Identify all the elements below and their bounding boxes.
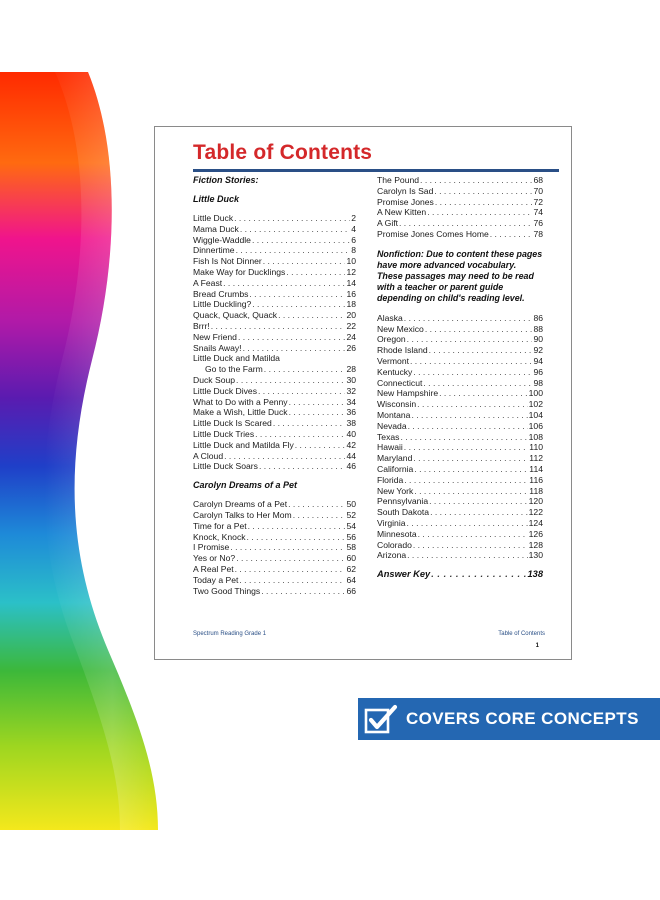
toc-entry bbox=[193, 235, 356, 246]
little-duck-list bbox=[193, 213, 356, 353]
dot-leader bbox=[429, 496, 528, 507]
dot-leader bbox=[400, 432, 527, 443]
dot-leader bbox=[238, 332, 345, 343]
dot-leader bbox=[413, 367, 532, 378]
toc-entry bbox=[193, 299, 356, 310]
entry-page: 14 bbox=[346, 277, 356, 288]
dot-leader bbox=[247, 532, 346, 543]
toc-entry bbox=[193, 224, 356, 235]
dot-leader bbox=[404, 475, 528, 486]
toc-entry bbox=[377, 218, 543, 229]
carolyn-list bbox=[193, 499, 356, 596]
entry-title: Little Duck bbox=[193, 213, 234, 223]
dot-leader bbox=[414, 464, 528, 475]
toc-entry bbox=[377, 175, 543, 186]
entry-page: 10 bbox=[346, 256, 356, 267]
dot-leader bbox=[295, 440, 346, 451]
entry-title: Mama Duck bbox=[193, 223, 239, 234]
toc-entry bbox=[193, 310, 356, 321]
toc-entry bbox=[193, 332, 356, 343]
dot-leader bbox=[286, 267, 345, 278]
entry-title: Florida bbox=[377, 474, 404, 485]
entry-title: I Promise bbox=[193, 542, 230, 553]
dot-leader bbox=[252, 299, 345, 310]
entry-page: 122 bbox=[528, 507, 543, 518]
dot-leader bbox=[235, 564, 346, 575]
entry-page: 20 bbox=[346, 310, 356, 321]
entry-page: 126 bbox=[528, 528, 543, 539]
entry-page: 92 bbox=[533, 345, 543, 356]
dot-leader bbox=[431, 569, 526, 580]
toc-entry bbox=[377, 399, 543, 410]
toc-entry bbox=[377, 197, 543, 208]
toc-entry bbox=[193, 440, 356, 451]
entry-title: A Real Pet bbox=[193, 563, 234, 574]
toc-entry bbox=[193, 575, 356, 586]
carolyn-heading: Carolyn Dreams of a Pet bbox=[193, 480, 298, 491]
entry-page: 4 bbox=[351, 223, 356, 234]
entry-title: A Feast bbox=[193, 277, 223, 288]
entry-title: Make Way for Ducklings bbox=[193, 266, 286, 277]
entry-page: 116 bbox=[529, 474, 543, 485]
entry-title: Little Duck and Matilda bbox=[193, 353, 280, 364]
toc-entry bbox=[377, 367, 543, 378]
toc-entry bbox=[193, 375, 356, 386]
entry-title: Two Good Things bbox=[193, 585, 261, 596]
dot-leader bbox=[223, 278, 345, 289]
dot-leader bbox=[236, 553, 345, 564]
toc-entry bbox=[377, 378, 543, 389]
entry-title: Time for a Pet bbox=[193, 520, 247, 531]
entry-page: 104 bbox=[528, 409, 543, 420]
entry-title: Carolyn Talks to Her Mom bbox=[193, 509, 292, 520]
toc-entry bbox=[377, 186, 543, 197]
dot-leader bbox=[413, 540, 528, 551]
page-title: Table of Contents bbox=[193, 141, 373, 164]
entry-title: Pennsylvania bbox=[377, 496, 429, 507]
toc-entry bbox=[377, 507, 543, 518]
toc-entry bbox=[377, 442, 543, 453]
dot-leader bbox=[427, 207, 532, 218]
title-divider bbox=[193, 169, 559, 172]
entry-title: Rhode Island bbox=[377, 345, 428, 356]
carolyn-list-continued bbox=[377, 175, 543, 240]
entry-page: 138 bbox=[527, 569, 543, 580]
rainbow-wave-decoration bbox=[0, 0, 180, 900]
entry-page: 88 bbox=[533, 323, 543, 334]
dot-leader bbox=[411, 410, 527, 421]
entry-page: 56 bbox=[346, 531, 356, 542]
dot-leader bbox=[248, 521, 346, 532]
entry-page: 108 bbox=[528, 431, 543, 442]
toc-entry bbox=[193, 245, 356, 256]
toc-entry bbox=[193, 564, 356, 575]
entry-title: A Cloud bbox=[193, 450, 224, 461]
entry-page: 62 bbox=[346, 563, 356, 574]
entry-page: 72 bbox=[533, 196, 543, 207]
entry-title: Go to the Farm bbox=[205, 364, 263, 375]
dot-leader bbox=[249, 289, 345, 300]
entry-title: Carolyn Is Sad bbox=[377, 185, 434, 196]
toc-entry bbox=[377, 529, 543, 540]
toc-entry bbox=[193, 289, 356, 300]
toc-entry bbox=[193, 353, 356, 375]
entry-page: 6 bbox=[351, 234, 356, 245]
entry-page: 66 bbox=[346, 585, 356, 596]
entry-page: 102 bbox=[528, 399, 543, 410]
entry-title: Wiggle-Waddle bbox=[193, 234, 251, 245]
entry-title: Snails Away! bbox=[193, 342, 242, 353]
entry-title: Virginia bbox=[377, 517, 406, 528]
toc-entry bbox=[377, 518, 543, 529]
dot-leader bbox=[439, 388, 528, 399]
entry-page: 114 bbox=[529, 463, 543, 474]
dot-leader bbox=[289, 397, 346, 408]
toc-entry bbox=[377, 207, 543, 218]
dot-leader bbox=[418, 529, 528, 540]
toc-entry bbox=[193, 397, 356, 408]
entry-page: 98 bbox=[533, 377, 543, 388]
entry-title: California bbox=[377, 463, 414, 474]
dot-leader bbox=[404, 442, 529, 453]
toc-entry bbox=[377, 313, 543, 324]
entry-page: 12 bbox=[346, 266, 356, 277]
entry-title: Little Duckling? bbox=[193, 299, 252, 310]
toc-entry bbox=[193, 256, 356, 267]
entry-title: Connecticut bbox=[377, 377, 423, 388]
toc-entry bbox=[193, 418, 356, 429]
toc-entry bbox=[377, 334, 543, 345]
dot-leader bbox=[293, 510, 346, 521]
entry-title: Oregon bbox=[377, 334, 406, 345]
toc-entry bbox=[193, 267, 356, 278]
entry-page: 22 bbox=[346, 320, 356, 331]
dot-leader bbox=[410, 356, 532, 367]
toc-entry bbox=[377, 421, 543, 432]
toc-entry bbox=[377, 453, 543, 464]
entry-page: 128 bbox=[528, 539, 543, 550]
entry-page: 74 bbox=[533, 207, 543, 218]
entry-title: New Friend bbox=[193, 331, 237, 342]
dot-leader bbox=[224, 451, 345, 462]
entry-page: 30 bbox=[346, 374, 356, 385]
toc-entry bbox=[193, 553, 356, 564]
dot-leader bbox=[273, 418, 346, 429]
page-number: 1 bbox=[535, 643, 539, 649]
entry-title: Kentucky bbox=[377, 366, 413, 377]
dot-leader bbox=[423, 378, 532, 389]
entry-title: Nevada bbox=[377, 420, 407, 431]
covers-core-concepts-banner bbox=[358, 698, 660, 740]
entry-page: 44 bbox=[346, 450, 356, 461]
entry-page: 120 bbox=[528, 496, 543, 507]
entry-page: 52 bbox=[346, 509, 356, 520]
dot-leader bbox=[289, 407, 346, 418]
entry-title: Minnesota bbox=[377, 528, 417, 539]
toc-entry bbox=[193, 386, 356, 397]
dot-leader bbox=[278, 310, 345, 321]
entry-title: Little Duck and Matilda Fly bbox=[193, 439, 294, 450]
dot-leader bbox=[230, 542, 345, 553]
entry-page: 50 bbox=[346, 499, 356, 510]
toc-entry bbox=[377, 345, 543, 356]
entry-title: Little Duck Is Scared bbox=[193, 418, 272, 429]
footer-right: Table of Contents bbox=[498, 631, 545, 637]
dot-leader bbox=[407, 518, 528, 529]
entry-page: 28 bbox=[346, 364, 356, 375]
entry-page: 16 bbox=[346, 288, 356, 299]
little-duck-heading: Little Duck bbox=[193, 194, 240, 204]
entry-title: New York bbox=[377, 485, 414, 496]
dot-leader bbox=[259, 461, 345, 472]
dot-leader bbox=[255, 429, 345, 440]
right-column bbox=[377, 175, 543, 580]
entry-title: Bread Crumbs bbox=[193, 288, 249, 299]
toc-entry bbox=[193, 521, 356, 532]
entry-page: 26 bbox=[346, 342, 356, 353]
entry-title: A New Kitten bbox=[377, 207, 427, 218]
entry-title: Brrr! bbox=[193, 320, 210, 331]
footer-left: Spectrum Reading Grade 1 bbox=[193, 631, 267, 637]
dot-leader bbox=[288, 499, 345, 510]
entry-title: Dinnertime bbox=[193, 245, 235, 256]
entry-title: Vermont bbox=[377, 355, 410, 366]
answer-key-entry bbox=[377, 569, 543, 580]
dot-leader bbox=[258, 386, 345, 397]
entry-page: 130 bbox=[528, 550, 543, 561]
dot-leader bbox=[236, 245, 351, 256]
entry-page: 68 bbox=[533, 175, 543, 185]
toc-entry bbox=[377, 540, 543, 551]
entry-title: Promise Jones bbox=[377, 196, 434, 207]
dot-leader bbox=[407, 550, 528, 561]
entry-page: 2 bbox=[351, 213, 356, 223]
toc-entry bbox=[377, 486, 543, 497]
dot-leader bbox=[434, 186, 532, 197]
toc-entry bbox=[377, 475, 543, 486]
entry-page: 94 bbox=[533, 355, 543, 366]
entry-page: 64 bbox=[346, 574, 356, 585]
entry-page: 70 bbox=[533, 185, 543, 196]
entry-page: 106 bbox=[528, 420, 543, 431]
entry-title: Carolyn Dreams of a Pet bbox=[193, 499, 288, 510]
toc-entry bbox=[377, 464, 543, 475]
entry-title: Texas bbox=[377, 431, 400, 442]
entry-title: Alaska bbox=[377, 312, 403, 323]
toc-entry bbox=[377, 496, 543, 507]
toc-entry bbox=[377, 550, 543, 561]
entry-page: 24 bbox=[346, 331, 356, 342]
entry-title: A Gift bbox=[377, 218, 399, 229]
toc-entry bbox=[193, 343, 356, 354]
entry-page: 100 bbox=[528, 388, 543, 399]
entry-page: 86 bbox=[533, 312, 543, 323]
banner-text: COVERS CORE CONCEPTS bbox=[406, 709, 639, 728]
toc-entry bbox=[193, 429, 356, 440]
table-of-contents-page bbox=[154, 126, 572, 660]
toc-entry bbox=[193, 213, 356, 224]
toc-entry bbox=[377, 324, 543, 335]
entry-page: 54 bbox=[346, 520, 356, 531]
toc-entry bbox=[377, 410, 543, 421]
toc-entry bbox=[377, 356, 543, 367]
toc-entry bbox=[193, 451, 356, 462]
entry-page: 118 bbox=[529, 485, 543, 496]
dot-leader bbox=[430, 507, 528, 518]
entry-page: 124 bbox=[528, 517, 543, 528]
entry-title: The Pound bbox=[377, 175, 420, 185]
entry-page: 34 bbox=[346, 396, 356, 407]
toc-entry bbox=[193, 407, 356, 418]
entry-page: 18 bbox=[346, 299, 356, 310]
dot-leader bbox=[261, 586, 345, 597]
toc-entry bbox=[377, 432, 543, 443]
nonfiction-note: Nonfiction: Due to content these pages have more advanced vocabulary. These passages may need to be read with a teacher or parent guide depending on child's reading level. bbox=[377, 248, 543, 303]
dot-leader bbox=[429, 345, 533, 356]
entry-title: New Mexico bbox=[377, 323, 424, 334]
dot-leader bbox=[414, 486, 528, 497]
toc-entry bbox=[193, 321, 356, 332]
entry-page: 40 bbox=[346, 428, 356, 439]
entry-page: 36 bbox=[346, 407, 356, 418]
dot-leader bbox=[252, 235, 350, 246]
dot-leader bbox=[264, 364, 346, 375]
toc-entry bbox=[193, 532, 356, 543]
entry-page: 78 bbox=[533, 228, 543, 239]
entry-page: 110 bbox=[529, 442, 543, 453]
entry-page: 90 bbox=[533, 334, 543, 345]
entry-title: Arizona bbox=[377, 550, 407, 561]
dot-leader bbox=[420, 175, 532, 186]
entry-title: Little Duck Soars bbox=[193, 461, 258, 472]
dot-leader bbox=[239, 575, 345, 586]
checkbox-check-icon bbox=[364, 704, 398, 734]
states-list bbox=[377, 313, 543, 561]
entry-title: Yes or No? bbox=[193, 553, 236, 564]
dot-leader bbox=[435, 197, 533, 208]
left-column bbox=[193, 175, 356, 596]
dot-leader bbox=[236, 375, 345, 386]
entry-title: Hawaii bbox=[377, 442, 403, 453]
dot-leader bbox=[243, 343, 346, 354]
entry-page: 96 bbox=[533, 366, 543, 377]
entry-title: Little Duck Tries bbox=[193, 428, 255, 439]
dot-leader bbox=[234, 213, 350, 224]
entry-title: Promise Jones Comes Home bbox=[377, 228, 489, 239]
dot-leader bbox=[240, 224, 350, 235]
entry-title: Fish Is Not Dinner bbox=[193, 256, 262, 267]
toc-entry bbox=[193, 510, 356, 521]
dot-leader bbox=[263, 256, 346, 267]
entry-page: 60 bbox=[346, 553, 356, 564]
dot-leader bbox=[399, 218, 532, 229]
entry-title: Maryland bbox=[377, 453, 413, 464]
entry-page: 38 bbox=[346, 418, 356, 429]
fiction-heading: Fiction Stories: bbox=[193, 175, 259, 185]
dot-leader bbox=[490, 229, 533, 240]
entry-title: Montana bbox=[377, 409, 411, 420]
toc-entry bbox=[193, 586, 356, 597]
toc-entry bbox=[193, 542, 356, 553]
entry-title: New Hampshire bbox=[377, 388, 439, 399]
entry-title: Knock, Knock bbox=[193, 531, 246, 542]
toc-entry bbox=[193, 278, 356, 289]
entry-title: Duck Soup bbox=[193, 374, 236, 385]
dot-leader bbox=[407, 334, 533, 345]
entry-page: 112 bbox=[529, 453, 543, 464]
entry-title: Today a Pet bbox=[193, 574, 239, 585]
toc-entry bbox=[377, 388, 543, 399]
entry-title: South Dakota bbox=[377, 507, 430, 518]
entry-title: Make a Wish, Little Duck bbox=[193, 407, 288, 418]
entry-title: Colorado bbox=[377, 539, 412, 550]
entry-page: 42 bbox=[346, 439, 356, 450]
toc-entry bbox=[193, 461, 356, 472]
dot-leader bbox=[211, 321, 346, 332]
entry-title: Wisconsin bbox=[377, 399, 417, 410]
entry-page: 58 bbox=[346, 542, 356, 553]
toc-entry bbox=[377, 229, 543, 240]
entry-title: Little Duck Dives bbox=[193, 385, 257, 396]
entry-page: 32 bbox=[346, 385, 356, 396]
dot-leader bbox=[404, 313, 533, 324]
entry-page: 8 bbox=[351, 245, 356, 256]
entry-page: 76 bbox=[533, 218, 543, 229]
entry-title: What to Do with a Penny bbox=[193, 396, 288, 407]
entry-page: 46 bbox=[346, 461, 356, 472]
dot-leader bbox=[417, 399, 527, 410]
little-duck-list-continued bbox=[193, 375, 356, 472]
toc-entry bbox=[193, 499, 356, 510]
dot-leader bbox=[413, 453, 528, 464]
dot-leader bbox=[425, 324, 533, 335]
dot-leader bbox=[408, 421, 528, 432]
entry-title: Answer Key bbox=[377, 569, 431, 580]
entry-title: Quack, Quack, Quack bbox=[193, 310, 278, 321]
